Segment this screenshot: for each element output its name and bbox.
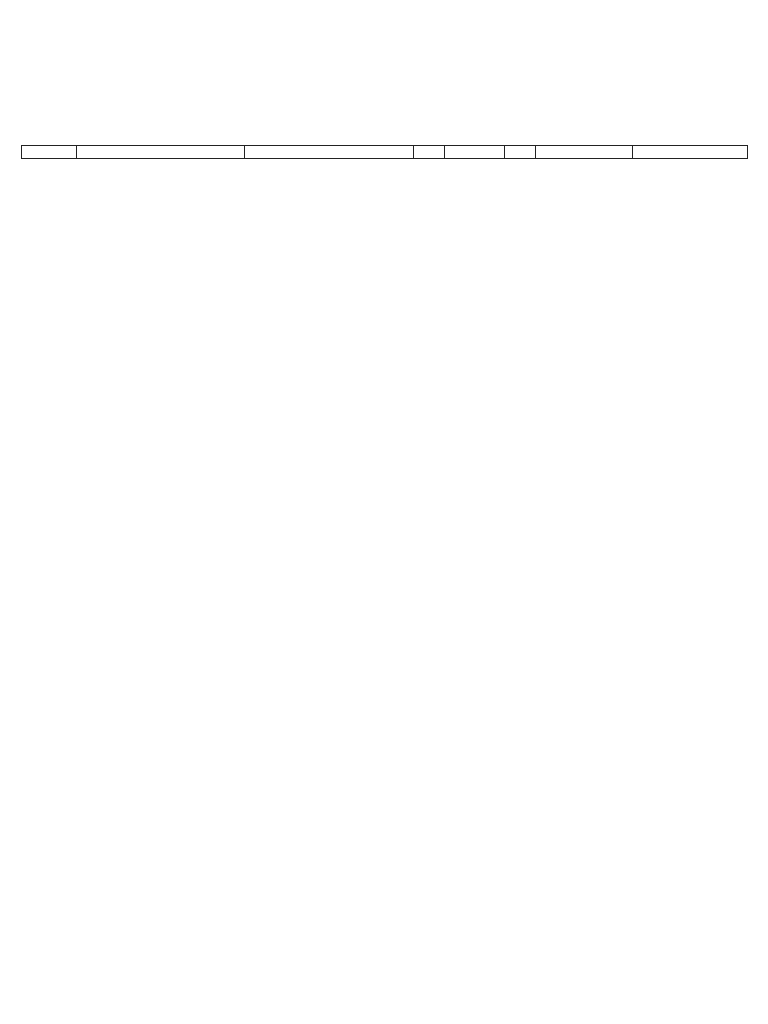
fakta-header: [536, 146, 633, 159]
standar-2-1-header-row: [22, 146, 748, 159]
bukti-header: [245, 146, 414, 159]
rekomendasi-header: [633, 146, 748, 159]
standar-2-1-label: [22, 146, 77, 159]
skor-max-header: [445, 146, 505, 159]
pct-header: [505, 146, 536, 159]
elemen-header: [77, 146, 245, 159]
skor-header: [414, 146, 445, 159]
assessment-table-top: [21, 145, 748, 159]
